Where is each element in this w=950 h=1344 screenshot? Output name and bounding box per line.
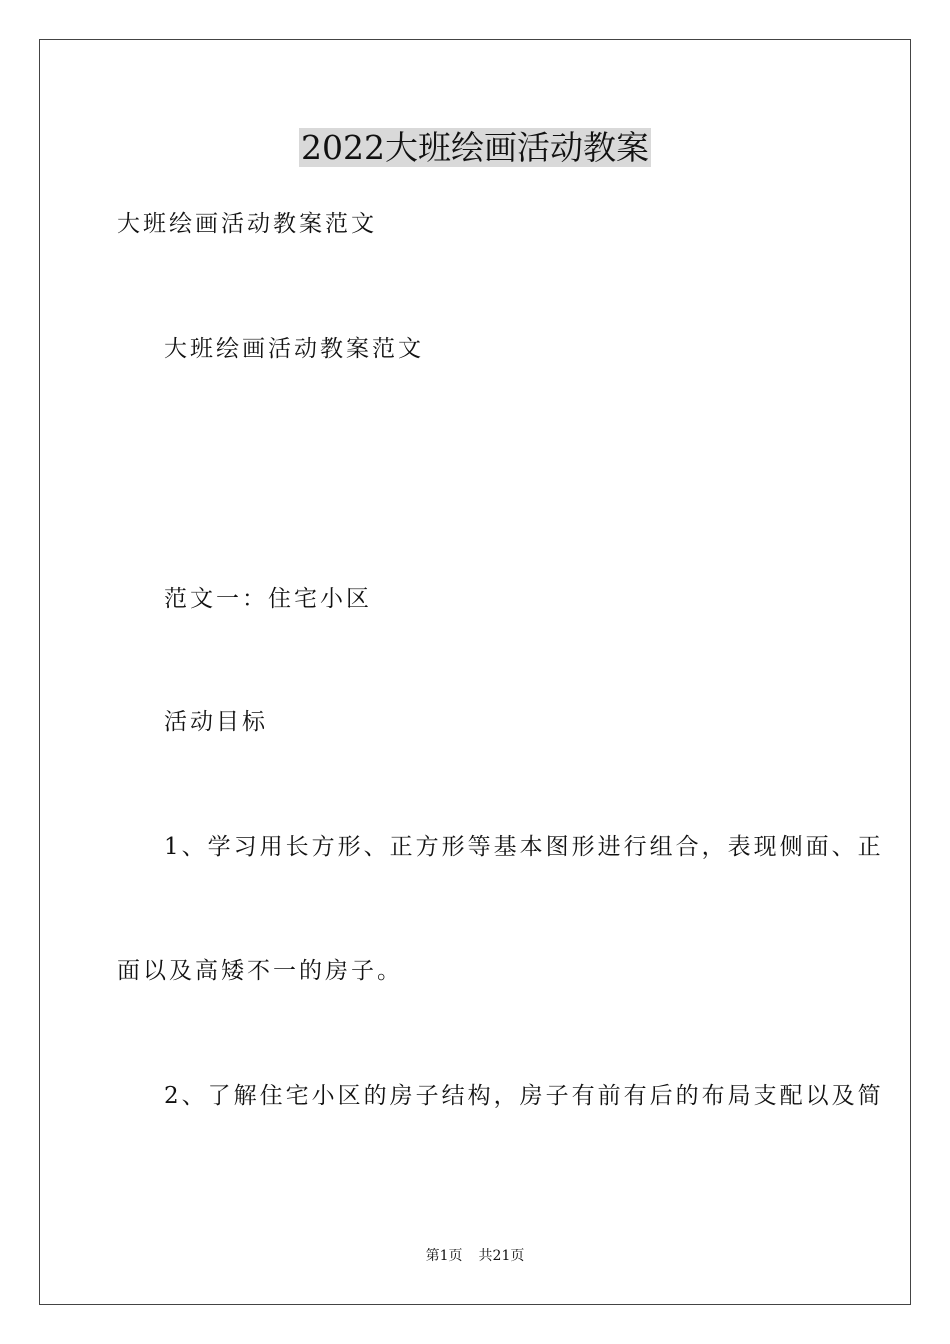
page-total: 共21页 [478, 1248, 525, 1264]
document-title [0, 126, 950, 170]
goal-2-line-1: 2、了解住宅小区的房子结构，房子有前有后的布局支配以及简 [164, 1083, 884, 1109]
section-heading: 范文一：住宅小区 [164, 586, 372, 612]
document-subtitle: 大班绘画活动教案范文 [117, 211, 377, 237]
goal-1-line-2: 面以及高矮不一的房子。 [117, 958, 403, 984]
page-number: 第1页 [425, 1248, 463, 1264]
page-footer [0, 1246, 950, 1266]
intro-paragraph: 大班绘画活动教案范文 [164, 336, 424, 362]
goal-1-line-1: 1、学习用长方形、正方形等基本图形进行组合，表现侧面、正 [164, 834, 884, 860]
document-title-text: 2022大班绘画活动教案 [301, 128, 649, 167]
goals-heading: 活动目标 [164, 709, 268, 735]
